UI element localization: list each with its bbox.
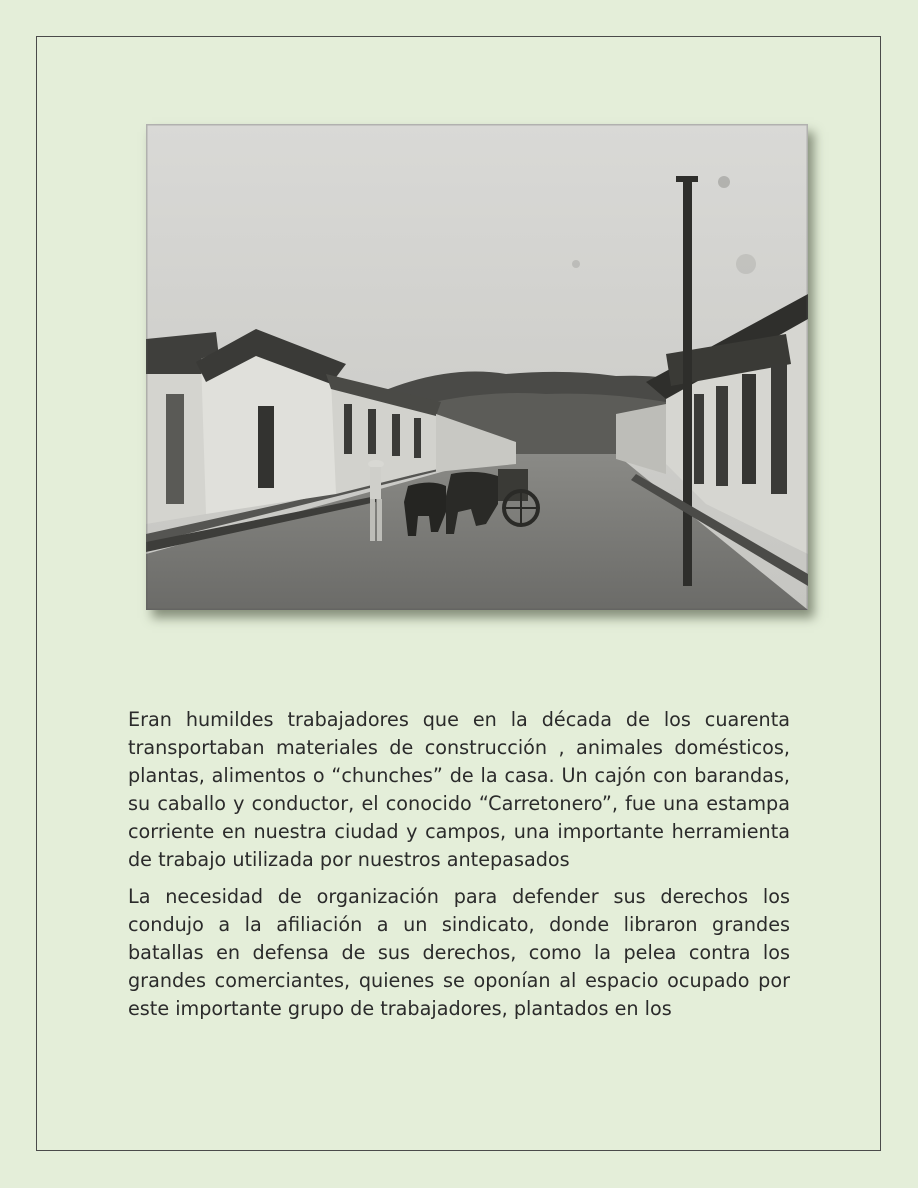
body-text (128, 706, 790, 1032)
historic-street-photo (146, 124, 808, 610)
utility-pole (683, 176, 692, 586)
paragraph-1: Eran humildes trabajadores que en la década de los cuarenta transportaban materiales de construcción , animales domésticos, plantas, alimentos o “chunches” de la casa. Un cajón con barandas, su caballo y conductor, el conocido “Carretonero”, fue una estampa corriente en nuestra ciudad y campos, una importante herramienta de trabajo utilizada por nuestros antepasados (128, 708, 790, 871)
street-photo-illustration (146, 124, 808, 610)
paragraph-2: La necesidad de organización para defender sus derechos los condujo a la afiliación a un sindicato, donde libraron grandes batallas en defensa de sus derechos, como la pelea contra los grandes comerciantes, quienes se oponían al espacio ocupado por este importante grupo de trabajadores, plantados en los (128, 885, 790, 1020)
